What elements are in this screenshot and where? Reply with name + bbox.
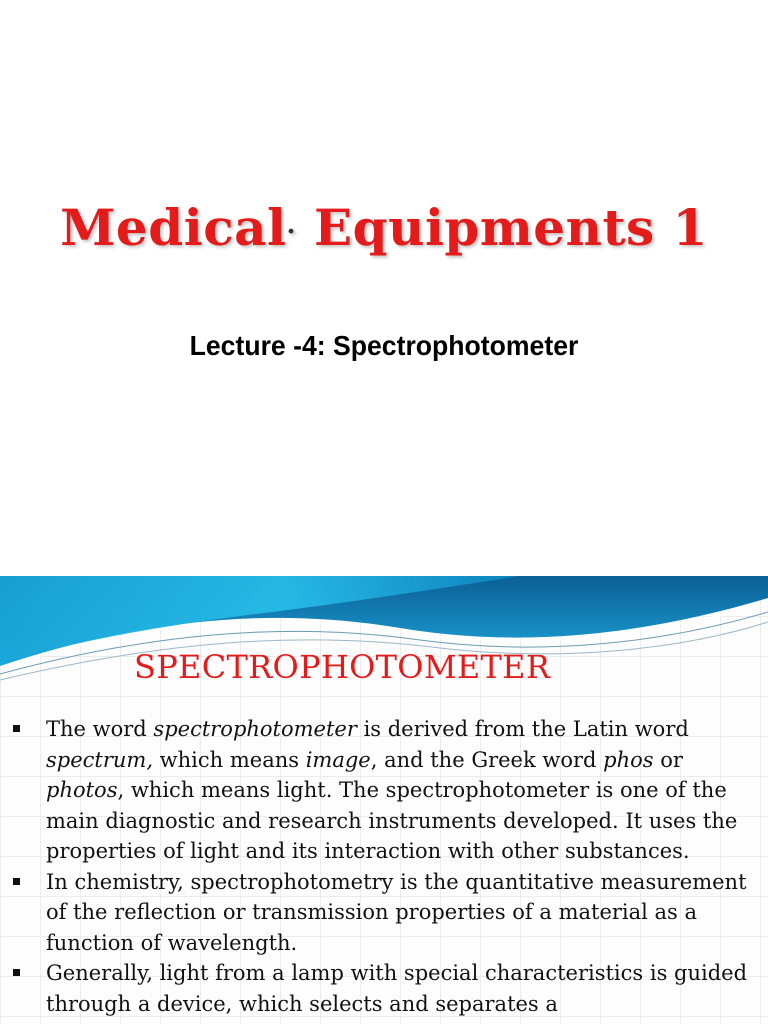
slide-title bbox=[0, 198, 768, 257]
title-part-1: Medical bbox=[60, 198, 287, 257]
bullet-item bbox=[46, 714, 764, 867]
bullet-text: In chemistry, spectrophotometry is the quantitative measurement of the reflection or transmission properties of a material as a function of wavelength. bbox=[46, 869, 747, 955]
bullet-text: , which means light. The spectrophotometer is one of the main diagnostic and research instruments developed. It uses the properties of light and its interaction with other substances. bbox=[46, 778, 738, 863]
italic-term: photos bbox=[46, 778, 118, 802]
bullet-text: The word bbox=[46, 717, 154, 741]
italic-term: spectrum, bbox=[46, 747, 153, 772]
bullet-marker-icon bbox=[13, 725, 20, 732]
italic-term: spectrophotometer bbox=[153, 717, 357, 741]
bullet-text: is derived from the Latin word bbox=[356, 717, 689, 741]
bullet-text: , and the Greek word bbox=[370, 747, 604, 772]
bullet-item bbox=[46, 867, 764, 959]
bullet-text: Generally, light from a lamp with special characteristics is guided through a device, which selects and separates a bbox=[46, 961, 748, 1016]
bullet-marker-icon bbox=[13, 969, 20, 976]
bullet-list bbox=[46, 714, 764, 1019]
italic-term: phos bbox=[603, 747, 654, 772]
title-part-2: Equipments 1 bbox=[314, 198, 708, 257]
italic-term: image bbox=[305, 747, 371, 772]
title-dot: · bbox=[286, 217, 297, 247]
slide-heading: SPECTROPHOTOMETER bbox=[134, 648, 551, 686]
slide-subtitle: Lecture -4: Spectrophotometer bbox=[189, 330, 579, 361]
content-slide bbox=[0, 576, 768, 1024]
bullet-item bbox=[46, 958, 764, 1019]
bullet-text: or bbox=[653, 747, 683, 772]
bullet-text: which means bbox=[153, 747, 306, 772]
bullet-marker-icon bbox=[13, 878, 20, 885]
